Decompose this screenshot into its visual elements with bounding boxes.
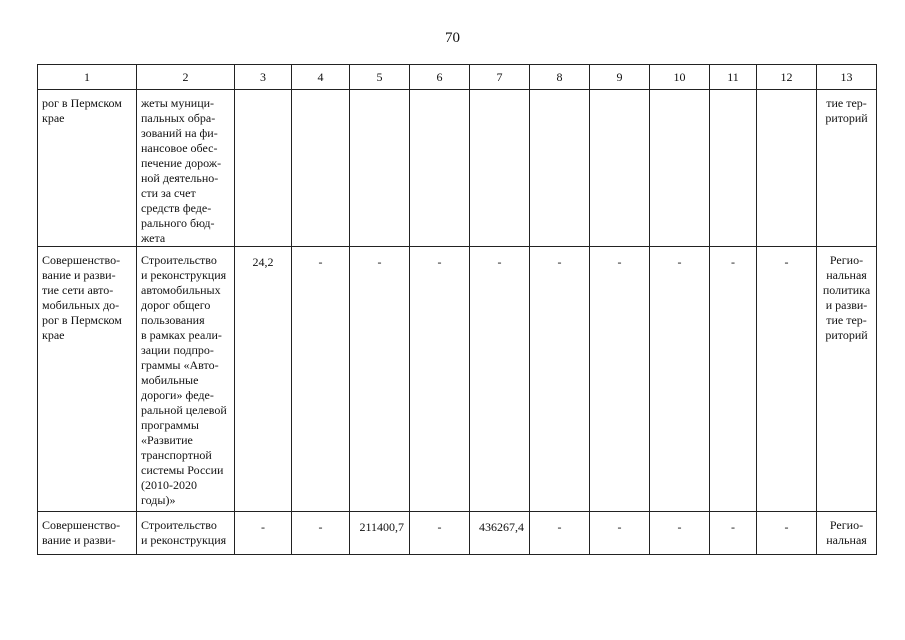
cell-text [235,90,291,98]
table-cell [235,247,292,512]
header-cell: 2 [137,65,235,90]
table-cell [38,247,137,512]
table-cell [292,90,350,247]
cell-text: Регио- нальная политика и разви- тие тер- риторий [822,253,871,342]
cell-text: - [437,255,442,269]
table-cell [650,512,710,555]
table-cell [817,90,877,247]
table-cell [410,512,470,555]
cell-text: - [557,255,562,269]
table-cell [470,247,530,512]
table-cell [650,247,710,512]
table-cell [710,512,757,555]
header-cell: 5 [350,65,410,90]
table-row [38,247,877,512]
table-cell [292,247,350,512]
cell-text [757,90,816,98]
cell-text: Строительство и реконструкция [141,518,227,547]
cell-text: 436267,4 [479,520,524,534]
table-cell [590,512,650,555]
table-cell [757,90,817,247]
cell-text: - [784,255,789,269]
page-number: 70 [445,30,460,46]
table-cell [710,90,757,247]
cell-text: - [318,520,323,534]
table-cell [38,90,137,247]
table-cell [410,247,470,512]
cell-text: 211400,7 [359,520,404,534]
cell-text: Совершенство- вание и разви- [42,518,121,547]
cell-text [710,90,756,98]
cell-text: Совершенство- вание и разви- тие сети авто- мобильных до- рог в Пермском крае [42,253,122,342]
cell-text: - [557,520,562,534]
table-cell [137,247,235,512]
table-cell [350,247,410,512]
cell-text [650,90,709,98]
cell-text: 24,2 [252,255,274,269]
cell-text: - [677,520,682,534]
cell-text: - [377,255,382,269]
table-cell [530,512,590,555]
header-cell: 6 [410,65,470,90]
table-cell [292,512,350,555]
cell-text [590,90,649,98]
cell-text: - [784,520,789,534]
table-cell [757,247,817,512]
header-cell: 10 [650,65,710,90]
table-cell [470,90,530,247]
table-row [38,90,877,247]
table-cell [38,512,137,555]
table-cell [590,90,650,247]
cell-text: - [731,255,735,269]
cell-text: - [731,520,735,534]
cell-text: Строительство и реконструкция автомобильных дорог общего пользования в рамках реали- зации подпро- граммы «Авто- мобильные дороги» феде- ральной целевой программы «Развитие транспортной системы России (2010-2020 годы)» [141,253,227,507]
header-cell: 12 [757,65,817,90]
table-cell [350,512,410,555]
header-row [38,65,877,90]
table-cell [410,90,470,247]
table-cell [757,512,817,555]
table-cell [650,90,710,247]
table-cell [817,512,877,555]
cell-text [530,90,589,98]
cell-text: - [437,520,442,534]
cell-text: - [497,255,502,269]
table-cell [710,247,757,512]
cell-text: - [261,520,265,534]
cell-text: рог в Пермском крае [42,96,122,125]
table-cell [350,90,410,247]
table-cell [137,90,235,247]
header-cell: 1 [38,65,137,90]
cell-text: тие тер- риторий [825,96,868,125]
table-cell [235,90,292,247]
table-row [38,512,877,555]
header-cell: 3 [235,65,292,90]
header-cell: 7 [470,65,530,90]
header-cell: 11 [710,65,757,90]
cell-text [410,90,469,98]
cell-text: Регио- нальная [826,518,867,547]
header-cell: 13 [817,65,877,90]
table-cell [470,512,530,555]
table-cell [137,512,235,555]
table-cell [590,247,650,512]
header-cell: 9 [590,65,650,90]
cell-text [350,90,409,98]
cell-text [470,90,529,98]
cell-text: - [318,255,323,269]
header-cell: 8 [530,65,590,90]
data-table [37,64,877,555]
table-cell [530,90,590,247]
cell-text: - [677,255,682,269]
table-cell [530,247,590,512]
cell-text: - [617,255,622,269]
cell-text: - [617,520,622,534]
table-cell [817,247,877,512]
cell-text: жеты муници- пальных обра- зований на фи- нансовое обес- печение дорож- ной деятельно- сти за счет средств феде- рального бюд- жета [141,96,222,245]
table-cell [235,512,292,555]
cell-text [292,90,349,98]
header-cell: 4 [292,65,350,90]
